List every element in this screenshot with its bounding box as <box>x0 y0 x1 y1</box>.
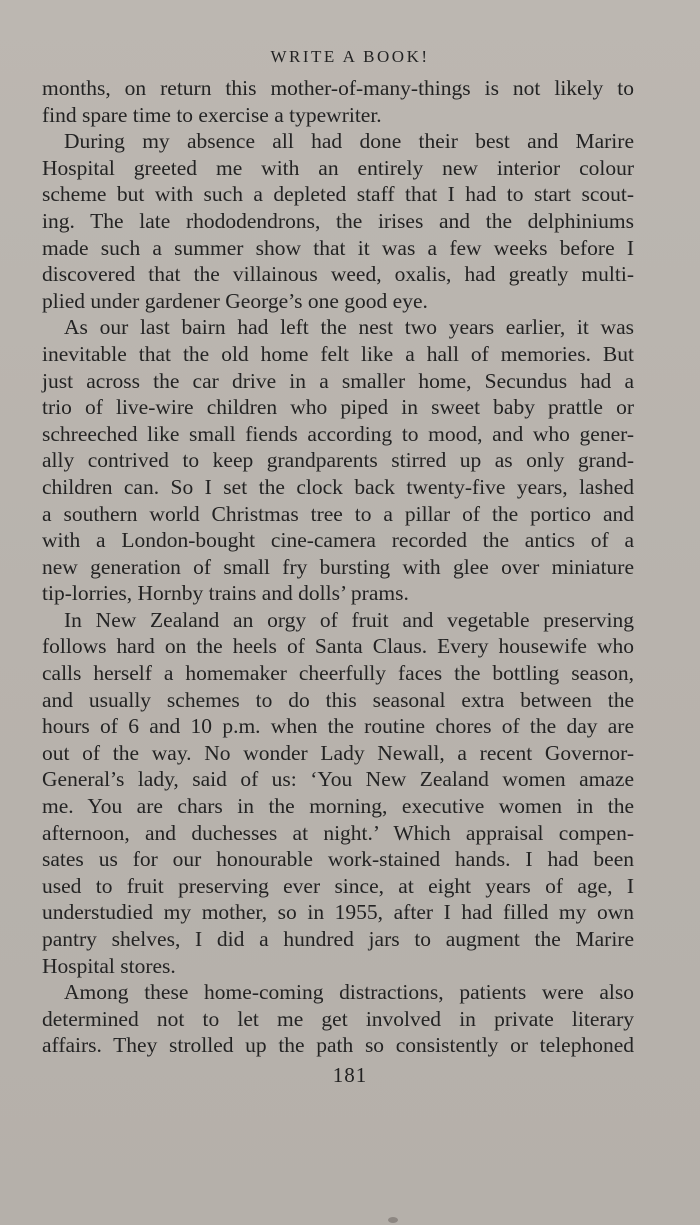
text-line: ally contrived to keep grandparents stirred up as only grand- <box>42 448 634 473</box>
running-head: WRITE A BOOK! <box>270 47 430 66</box>
text-line: made such a summer show that it was a few weeks before I <box>42 235 634 260</box>
text-line: understudied my mother, so in 1955, after I had filled my own <box>42 900 634 925</box>
text-line: Hospital stores. <box>42 953 176 978</box>
text-line: hours of 6 and 10 p.m. when the routine chores of the day are <box>42 714 634 739</box>
text-line: ing. The late rhododendrons, the irises and the delphiniums <box>42 208 634 233</box>
text-line: out of the way. No wonder Lady Newall, a recent Governor- <box>42 740 634 765</box>
text-line: new generation of small fry bursting with glee over miniature <box>42 554 634 579</box>
text-line: used to fruit preserving ever since, at eight years of age, I <box>42 873 634 898</box>
text-line: schreeched like small fiends according to mood, and who gener- <box>42 421 634 446</box>
paper-speck <box>388 1217 398 1223</box>
text-line: afternoon, and duchesses at night.’ Which appraisal compen- <box>42 820 634 845</box>
text-line: During my absence all had done their best and Marire <box>64 129 634 154</box>
text-line: scheme but with such a depleted staff that I had to start scout- <box>42 182 634 207</box>
text-line: As our last bairn had left the nest two years earlier, it was <box>64 315 634 340</box>
body-text <box>42 75 634 1059</box>
text-line: with a London-bought cine-camera recorded the antics of a <box>42 528 634 553</box>
text-line: sates us for our honourable work-stained hands. I had been <box>42 847 634 872</box>
text-line: In New Zealand an orgy of fruit and vegetable preserving <box>64 607 634 632</box>
text-line: affairs. They strolled up the path so consistently or telephoned <box>42 1033 634 1058</box>
text-line: find spare time to exercise a typewriter. <box>42 102 382 127</box>
text-line: children can. So I set the clock back twenty-five years, lashed <box>42 474 634 499</box>
text-line: determined not to let me get involved in private literary <box>42 1006 634 1031</box>
text-line: just across the car drive in a smaller home, Secundus had a <box>42 368 634 393</box>
text-line: me. You are chars in the morning, executive women in the <box>42 794 634 819</box>
text-line: calls herself a homemaker cheerfully faces the bottling season, <box>42 661 634 686</box>
text-line: a southern world Christmas tree to a pillar of the portico and <box>42 501 634 526</box>
text-line: and usually schemes to do this seasonal extra between the <box>42 687 634 712</box>
text-line: follows hard on the heels of Santa Claus. Every housewife who <box>42 634 634 659</box>
text-line: tip-lorries, Hornby trains and dolls’ prams. <box>42 581 409 606</box>
text-line: months, on return this mother-of-many-things is not likely to <box>42 76 634 100</box>
text-line: trio of live-wire children who piped in sweet baby prattle or <box>42 395 634 420</box>
text-line: discovered that the villainous weed, oxalis, had greatly multi- <box>42 262 634 287</box>
text-line: inevitable that the old home felt like a hall of memories. But <box>42 341 634 366</box>
text-line: pantry shelves, I did a hundred jars to augment the Marire <box>42 927 634 951</box>
page-number: 181 <box>332 1063 368 1087</box>
text-line: plied under gardener George’s one good eye. <box>42 288 428 313</box>
text-line: Hospital greeted me with an entirely new interior colour <box>42 155 634 180</box>
text-line: Among these home-coming distractions, patients were also <box>64 980 634 1005</box>
text-line: General’s lady, said of us: ‘You New Zealand women amaze <box>42 767 634 792</box>
